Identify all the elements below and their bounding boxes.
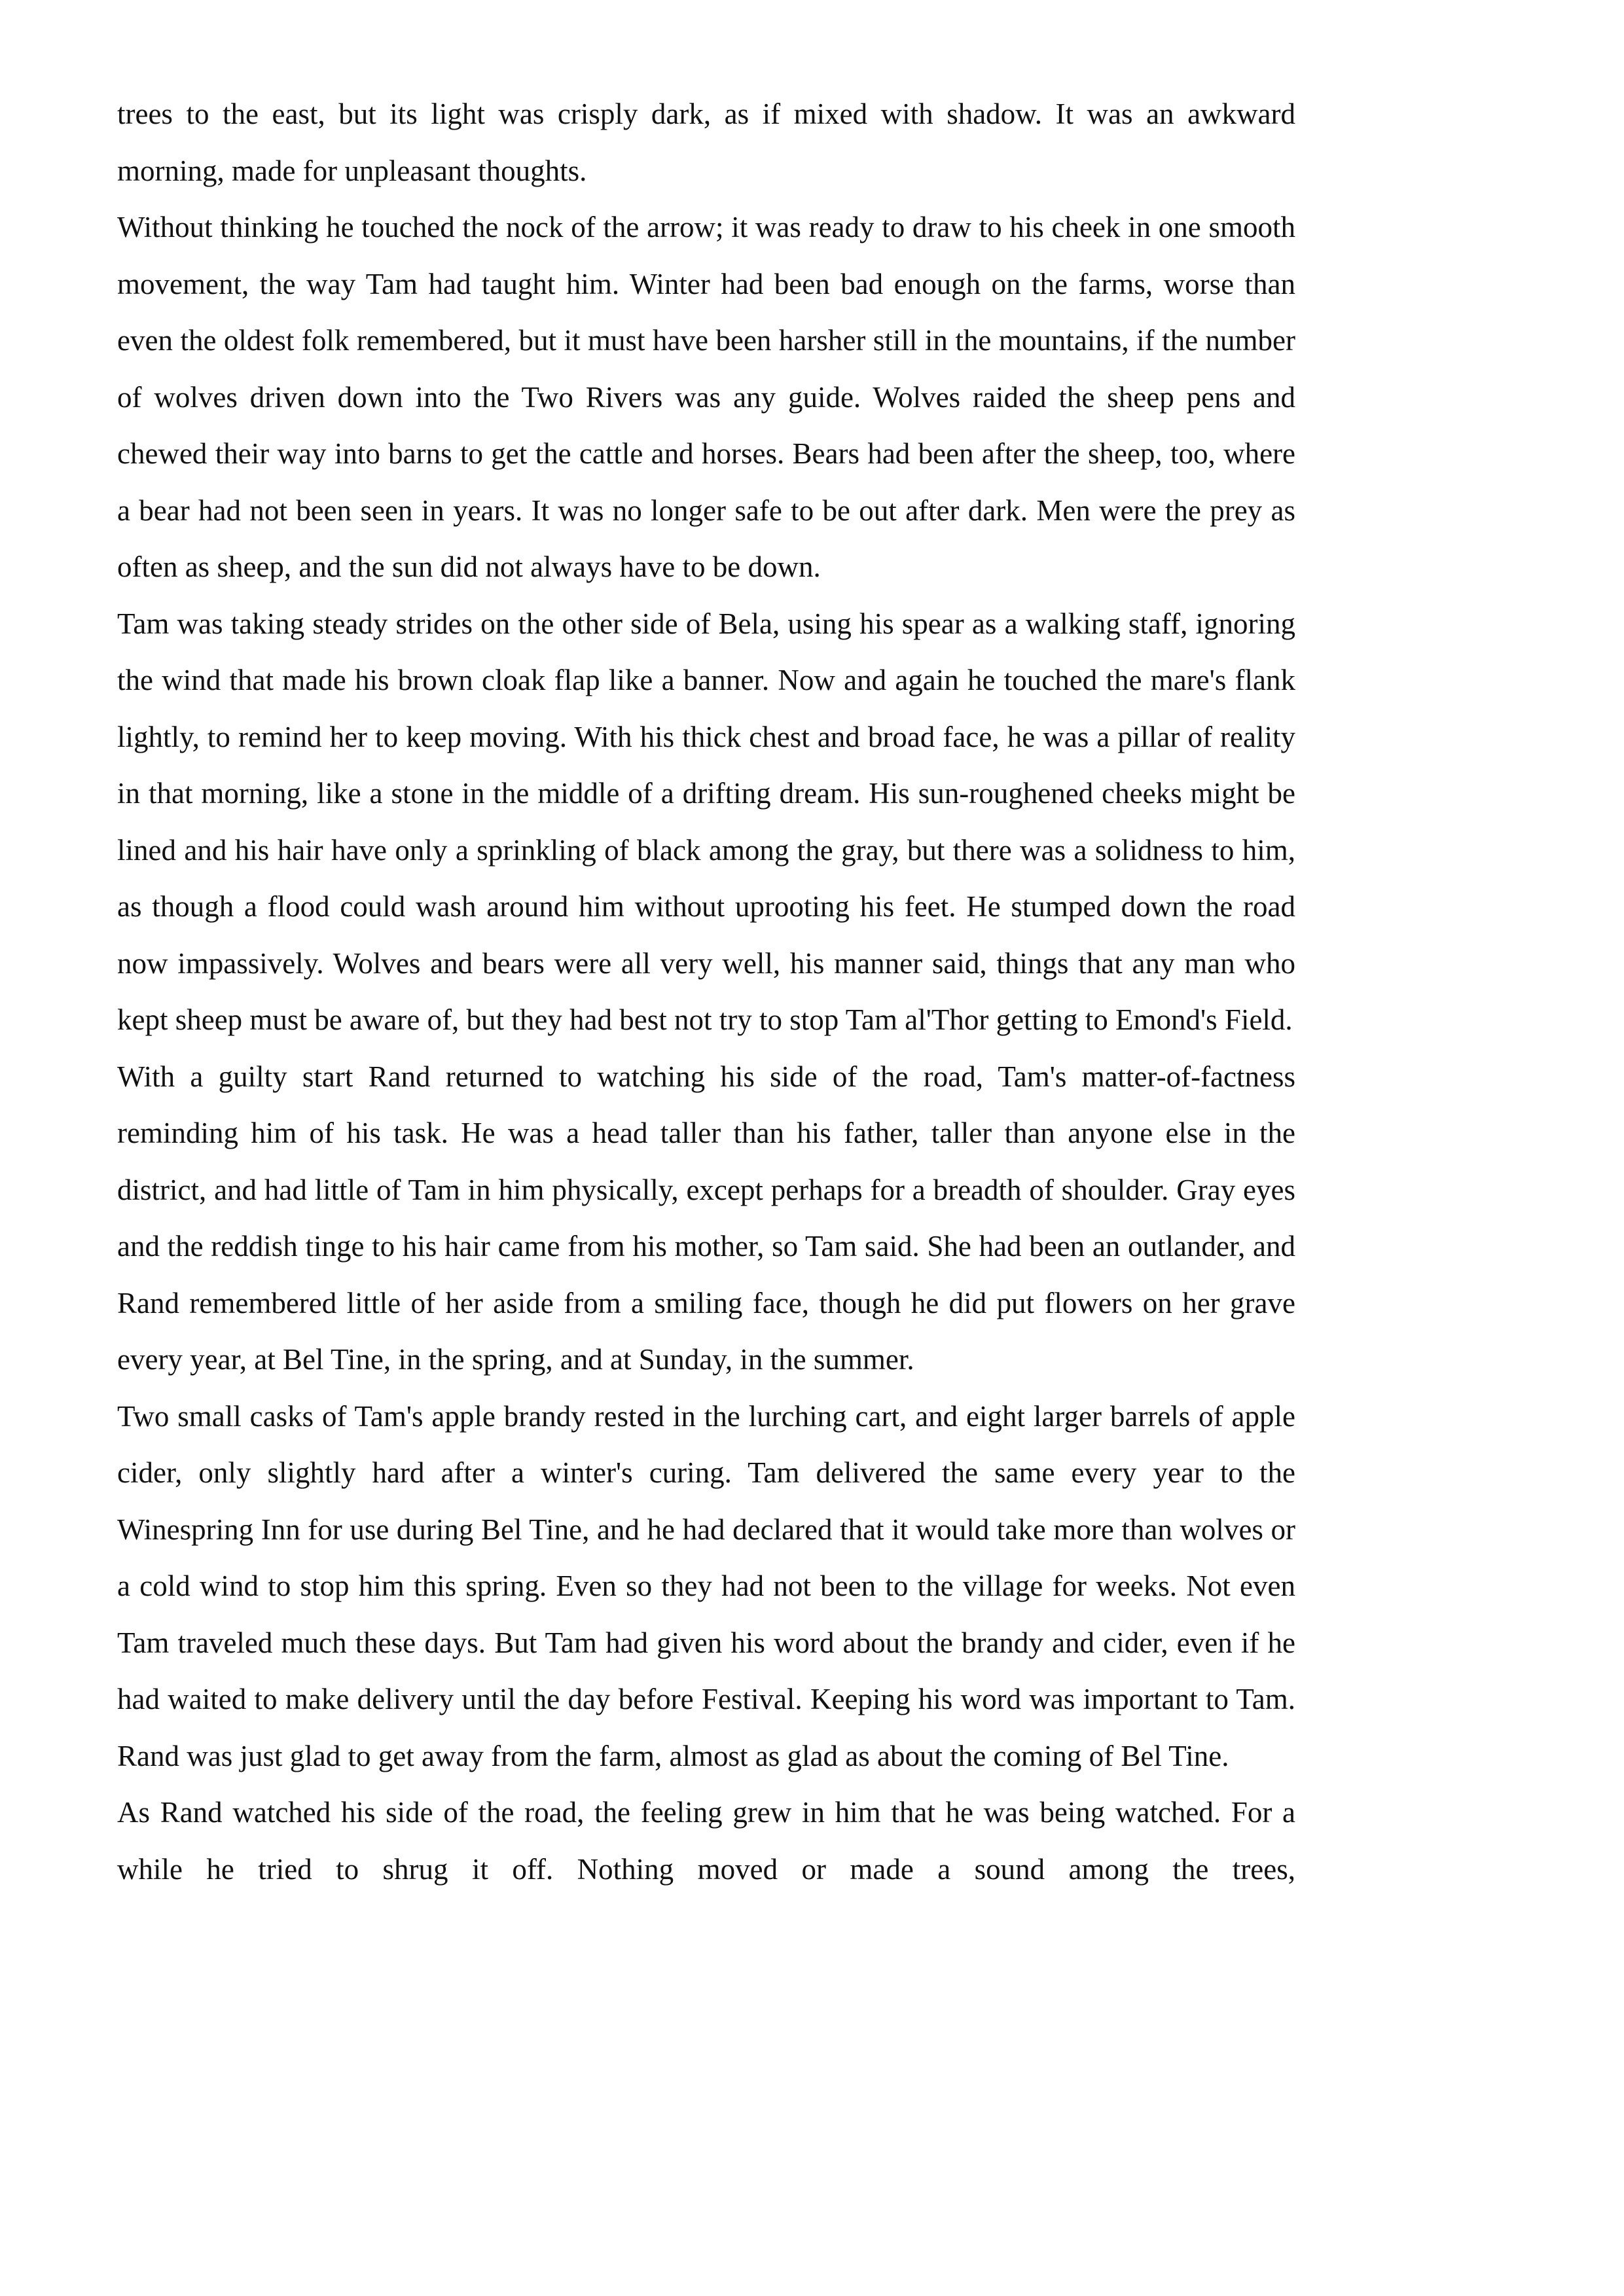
- paragraph-3: Tam was taking steady strides on the other side of Bela, using his spear as a walking staff, ignoring the wind that made his brown cloak flap like a banner. Now and again he touched the mare's flank lightly, to remind her to keep moving. With his thick chest and broad face, he was a pillar of reality in that morning, like a stone in the middle of a drifting dream. His sun-roughened cheeks might be lined and his hair have only a sprinkling of black among the gray, but there was a solidness to him, as though a flood could wash around him without uprooting his feet. He stumped down the road now impassively. Wolves and bears were all very well, his manner said, things that any man who kept sheep must be aware of, but they had best not try to stop Tam al'Thor getting to Emond's Field.: [117, 607, 1295, 1036]
- paragraph-5: Two small casks of Tam's apple brandy rested in the lurching cart, and eight larger barrels of apple cider, only slightly hard after a winter's curing. Tam delivered the same every year to the Winespring Inn for use during Bel Tine, and he had declared that it would take more than wolves or a cold wind to stop him this spring. Even so they had not been to the village for weeks. Not even Tam traveled much these days. But Tam had given his word about the brandy and cider, even if he had waited to make delivery until the day before Festival. Keeping his word was important to Tam. Rand was just glad to get away from the farm, almost as glad as about the coming of Bel Tine.: [117, 1399, 1295, 1772]
- paragraph-4: With a guilty start Rand returned to watching his side of the road, Tam's matter-of-factness reminding him of his task. He was a head taller than his father, taller than anyone else in the district, and had little of Tam in him physically, except perhaps for a breadth of shoulder. Gray eyes and the reddish tinge to his hair came from his mother, so Tam said. She had been an outlander, and Rand remembered little of her aside from a smiling face, though he did put flowers on her grave every year, at Bel Tine, in the spring, and at Sunday, in the summer.: [117, 1060, 1295, 1376]
- body-text: [117, 86, 1295, 1897]
- paragraph-2: Without thinking he touched the nock of the arrow; it was ready to draw to his cheek in one smooth movement, the way Tam had taught him. Winter had been bad enough on the farms, worse than even the oldest folk remembered, but it must have been harsher still in the mountains, if the number of wolves driven down into the Two Rivers was any guide. Wolves raided the sheep pens and chewed their way into barns to get the cattle and horses. Bears had been after the sheep, too, where a bear had not been seen in years. It was no longer safe to be out after dark. Men were the prey as often as sheep, and the sun did not always have to be down.: [117, 211, 1295, 583]
- paragraph-1: trees to the east, but its light was crisply dark, as if mixed with shadow. It was an awkward morning, made for unpleasant thoughts.: [117, 98, 1295, 187]
- paragraph-6: As Rand watched his side of the road, the feeling grew in him that he was being watched. For a while he tried to shrug it off. Nothing moved or made a sound among the trees,: [117, 1796, 1295, 1886]
